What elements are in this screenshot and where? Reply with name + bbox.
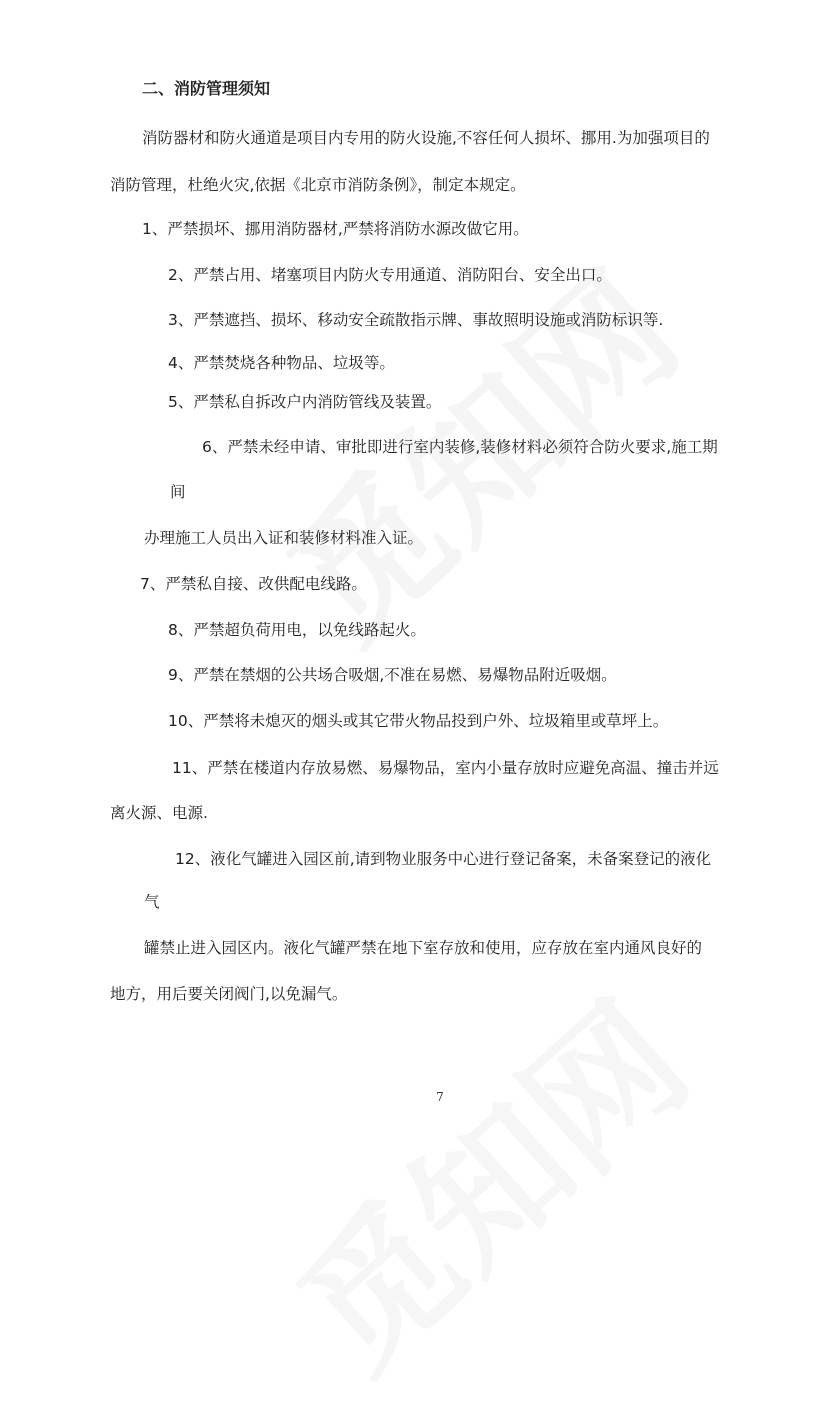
rule-item: 10、严禁将未熄灭的烟头或其它带火物品投到户外、垃圾箱里或草坪上。: [168, 712, 669, 730]
section-heading: 二、消防管理须知: [142, 79, 271, 98]
rule-item: 6、严禁未经申请、审批即进行室内装修,装修材料必须符合防火要求,施工期: [202, 438, 718, 456]
rule-item: 办理施工人员出入证和装修材料准入证。: [144, 529, 424, 547]
rule-item: 5、严禁私自拆改户内消防管线及装置。: [168, 393, 442, 411]
intro-line: 消防管理，杜绝火灾,依据《北京市消防条例》，制定本规定。: [110, 176, 526, 194]
rule-item: 11、严禁在楼道内存放易燃、易爆物品，室内小量存放时应避免高温、撞击并远: [172, 759, 719, 777]
rule-item: 间: [170, 483, 186, 501]
watermark: [246, 947, 725, 1409]
page-number: 7: [436, 1090, 444, 1104]
intro-line: 消防器材和防火通道是项目内专用的防火设施,不容任何人损坏、挪用.为加强项目的: [142, 129, 710, 147]
rule-item: 1、严禁损坏、挪用消防器材,严禁将消防水源改做它用。: [142, 220, 529, 238]
rule-item: 9、严禁在禁烟的公共场合吸烟,不准在易燃、易爆物品附近吸烟。: [168, 666, 617, 684]
rule-item: 3、严禁遮挡、损坏、移动安全疏散指示牌、事故照明设施或消防标识等.: [168, 311, 664, 329]
rule-item: 离火源、电源.: [110, 804, 208, 822]
rule-item: 气: [144, 893, 160, 911]
rule-item: 2、严禁占用、堵塞项目内防火专用通道、消防阳台、安全出口。: [168, 266, 612, 284]
rule-item: 12、液化气罐进入园区前,请到物业服务中心进行登记备案，未备案登记的液化: [175, 850, 712, 868]
rule-item: 4、严禁焚烧各种物品、垃圾等。: [168, 354, 395, 372]
rule-item: 8、严禁超负荷用电，以免线路起火。: [168, 621, 426, 639]
rule-item: 7、严禁私自接、改供配电线路。: [140, 575, 367, 593]
rule-item: 罐禁止进入园区内。液化气罐严禁在地下室存放和使用，应存放在室内通风良好的: [144, 939, 703, 957]
rule-item: 地方，用后要关闭阀门,以免漏气。: [110, 985, 348, 1003]
